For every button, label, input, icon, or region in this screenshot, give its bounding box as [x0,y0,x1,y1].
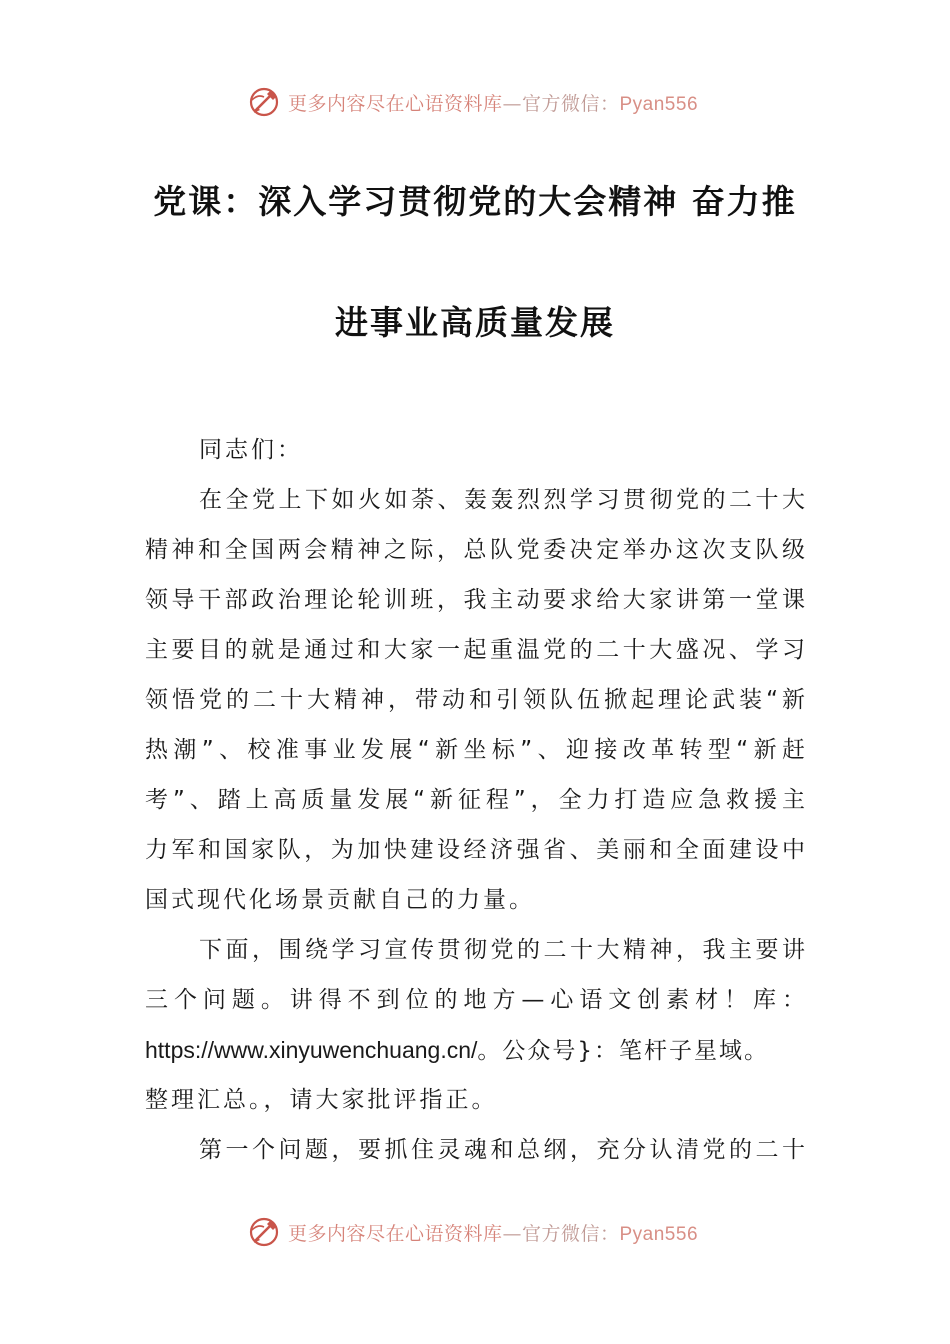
banner-dash: — [502,92,522,115]
header-banner [0,82,950,122]
paragraph-1-line: 精神和全国两会精神之际，总队党委决定举办这次支队级 [145,537,807,563]
pen-logo-icon [248,1215,282,1249]
banner-main-text: 更多内容尽在心语资料库 [287,1222,503,1245]
paragraph-1-line: 领导干部政治理论轮训班，我主动要求给大家讲第一堂课 [145,587,807,613]
footer-banner [0,1212,950,1252]
banner-wechat-label: 官方微信： [521,1222,620,1245]
paragraph-1-line: 力军和国家队，为加快建设经济强省、美丽和全面建设中 [145,837,807,863]
banner-inner [248,85,698,119]
banner-wechat-id: Pyan556 [619,1223,699,1245]
greeting: 同志们： [199,437,303,463]
pen-logo-icon [248,85,282,119]
wechat-account-text: 。公众号}：笔杆子星域。 [477,1038,770,1064]
banner-main-text: 更多内容尽在心语资料库 [287,92,503,115]
paragraph-1-line: 国式现代化场景贡献自己的力量。 [145,887,535,913]
paragraph-3-line: 第一个问题，要抓住灵魂和总纲，充分认清党的二十 [199,1137,807,1163]
paragraph-1-line: 领悟党的二十大精神，带动和引领队伍掀起理论武装“新 [145,687,807,713]
banner-text [288,1219,698,1246]
document-title-line-1: 党课：深入学习贯彻党的大会精神 奋力推 [153,182,797,221]
paragraph-2-line: 整理汇总。，请大家批评指正。 [145,1087,498,1113]
paragraph-1-line: 考”、踏上高质量发展“新征程”，全力打造应急救援主 [145,787,807,813]
banner-wechat-id: Pyan556 [619,93,699,115]
banner-text [288,89,698,116]
document-body [145,430,807,1170]
paragraph-2-line: 三个问题。讲得不到位的地方—心语文创素材！库： [145,987,807,1013]
paragraph-1-line: 热潮”、校准事业发展“新坐标”、迎接改革转型“新赶 [145,737,807,763]
library-url: https://www.xinyuwenchuang.cn/ [145,1037,478,1063]
banner-wechat-label: 官方微信： [521,92,620,115]
banner-inner [248,1215,698,1249]
paragraph-2-line: 下面，围绕学习宣传贯彻党的二十大精神，我主要讲 [199,937,807,963]
paragraph-1-line: 主要目的就是通过和大家一起重温党的二十大盛况、学习 [145,637,807,663]
banner-dash: — [502,1222,522,1245]
document-title-line-2: 进事业高质量发展 [335,303,615,342]
paragraph-2-url-line [145,1030,807,1070]
paragraph-1-line: 在全党上下如火如荼、轰轰烈烈学习贯彻党的二十大 [199,487,807,513]
